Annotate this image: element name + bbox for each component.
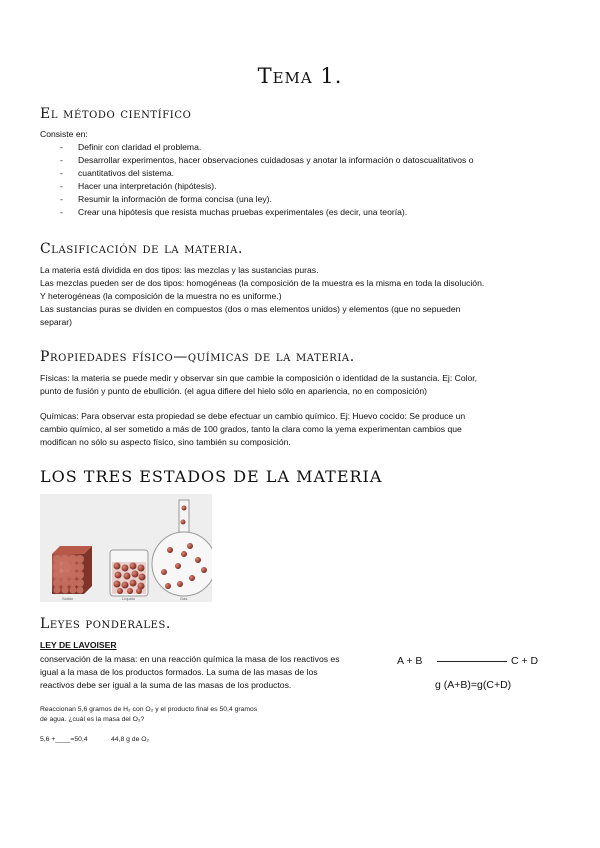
label-solido: Sólido <box>62 596 74 601</box>
label-gas: Gas <box>180 596 188 601</box>
fisicas-paragraph <box>40 372 560 398</box>
list-item: - Crear una hipótesis que resista muchas pruebas experimentales (es decir, una teoría). <box>40 206 560 219</box>
text-line: Y heterogéneas (la composición de la muestra no es uniforme.) <box>40 291 282 301</box>
clasificacion-paragraph <box>40 264 560 329</box>
list-item: - Desarrollar experimentos, hacer observaciones cuidadosas y anotar la información o datoscualitativos o <box>40 154 560 167</box>
text-line: cambio químico, al ser sometido a más de 100 grados, tanto la clara como la yema experimentan cambios que <box>40 424 462 434</box>
list-item: - Resumir la información de forma concisa (una ley). <box>40 193 560 206</box>
states-of-matter-illustration <box>40 494 212 602</box>
heading-metodo-cientifico: El método científico <box>40 106 192 122</box>
text-line: punto de fusión y punto de ebullición. (el agua difiere del hielo sólo en apariencia, no en composición) <box>40 386 427 396</box>
heading-leyes-ponderales: Leyes ponderales. <box>40 616 171 632</box>
example-problem <box>40 705 257 725</box>
example-solution-a: 5,6 +____=50,4 <box>40 736 88 743</box>
list-item-continuation-text: cuantitativos del sistema. <box>78 168 175 178</box>
text-line: Químicas: Para observar esta propiedad se debe efectuar un cambio químico. Ej: Huevo cocido: Se produce un <box>40 411 466 421</box>
list-item: - Definir con claridad el problema. <box>40 141 560 154</box>
text-line: reactivos debe ser igual a la suma de las masas de los productos. <box>40 680 292 690</box>
page-title: Tema 1. <box>257 64 343 88</box>
liquid-beaker-icon <box>110 550 148 596</box>
quimicas-paragraph <box>40 410 560 449</box>
subheading-lavoisier: LEY DE LAVOISER <box>40 640 117 650</box>
heading-clasificacion: Clasificación de la materia. <box>40 241 244 257</box>
text-line: modifican no sólo su aspecto físico, sino también su composición. <box>40 437 291 447</box>
equation-reactants: A + B <box>397 655 423 667</box>
gas-flask-icon <box>152 500 212 596</box>
text-line: separar) <box>40 317 72 327</box>
example-solution-b: 44,8 g de O₂ <box>111 736 150 743</box>
list-item: - Hacer una interpretación (hipótesis). <box>40 180 560 193</box>
steps-list <box>40 141 560 219</box>
text-line: Las sustancias puras se dividen en compuestos (dos o mas elementos unidos) y elementos (que no sepueden <box>40 304 461 314</box>
text-line: Las mezclas pueden ser de dos tipos: homogéneas (la composición de la muestra es la misma en toda la disolución. <box>40 278 485 288</box>
equation-mass-sum: g (A+B)=g(C+D) <box>435 679 512 691</box>
text-line: Físicas: la materia se puede medir y observar sin que cambie la composición o identidad de la sustancia. Ej: Color, <box>40 373 478 383</box>
heading-propiedades: Propiedades físico—químicas de la materia. <box>40 349 355 365</box>
label-liquido: Líquido <box>122 596 136 601</box>
text-line: igual a la masa de los productos formados. La suma de las masas de los <box>40 667 318 677</box>
intro-text: Consiste en: <box>40 129 88 139</box>
text-line: Reaccionan 5,6 gramos de H₂ con O₂ y el producto final es 50,4 gramos <box>40 706 258 713</box>
solid-cube-icon <box>52 546 92 594</box>
text-line: conservación de la masa: en una reacción química la masa de los reactivos es <box>40 654 340 664</box>
equation-arrow-line <box>437 661 507 662</box>
lavoisier-paragraph <box>40 653 400 692</box>
text-line: La materia está dividida en dos tipos: las mezclas y las sustancias puras. <box>40 265 319 275</box>
text-line: de agua. ¿cuál es la masa del O₂? <box>40 716 145 723</box>
states-of-matter-svg <box>40 494 212 602</box>
equation-products: C + D <box>511 655 539 667</box>
heading-tres-estados: LOS TRES ESTADOS DE LA MATERIA <box>40 467 383 486</box>
list-item-continuation <box>40 167 560 180</box>
